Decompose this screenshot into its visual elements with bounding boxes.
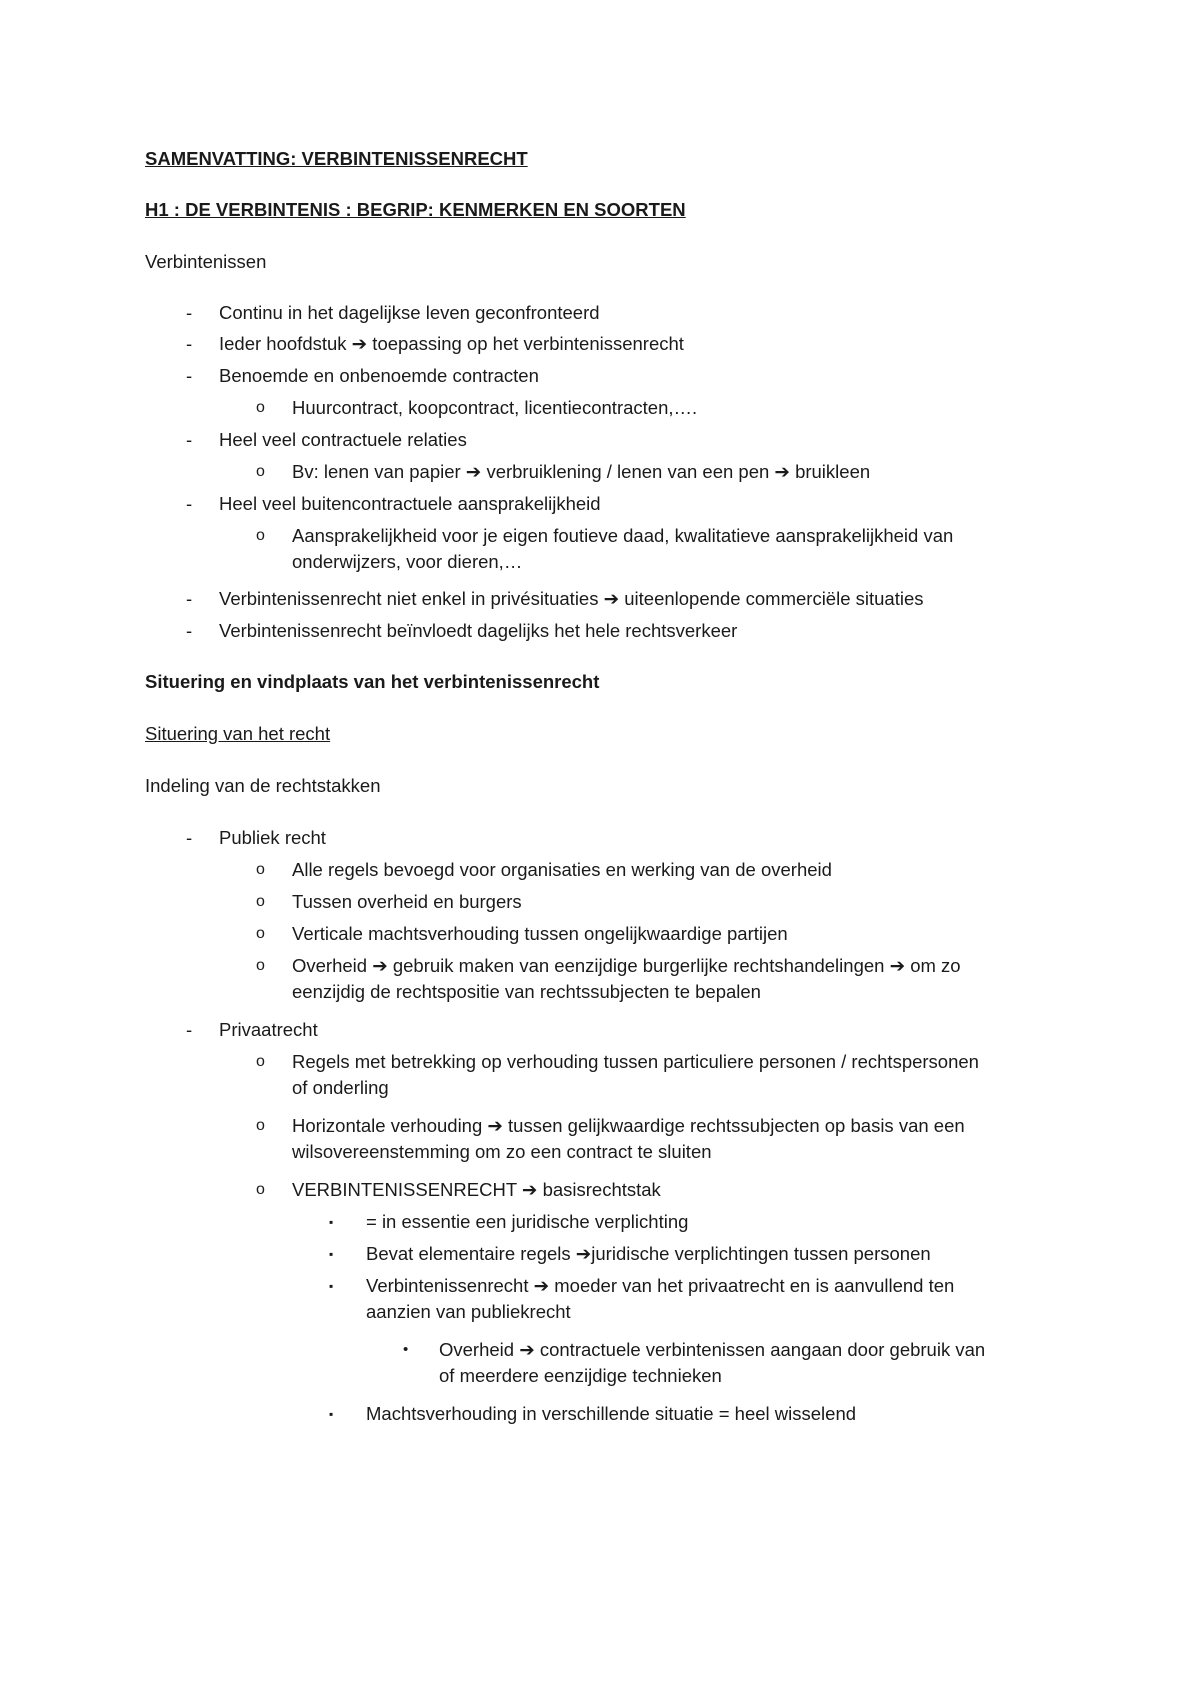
circle-marker: o [256, 861, 265, 878]
bullet-marker: • [403, 1341, 409, 1358]
dash-marker: - [186, 333, 193, 354]
dash-marker: - [186, 1019, 193, 1040]
list-item: ▪ Bevat elementaire regels ➔juridische verplichtingen tussen personen [366, 1241, 931, 1267]
circle-marker: o [256, 527, 265, 544]
section-label-verbintenissen: Verbintenissen [145, 251, 267, 272]
circle-marker: o [256, 1117, 265, 1134]
subsection-heading: Situering van het recht [145, 723, 331, 744]
chapter-heading: H1 : DE VERBINTENIS : BEGRIP: KENMERKEN EN SOORTEN [145, 199, 686, 220]
list-item: - Continu in het dagelijkse leven geconfronteerd [219, 300, 600, 326]
list-item: - Publiek recht [219, 825, 326, 851]
circle-marker: o [256, 893, 265, 910]
list-item: - Verbintenissenrecht beïnvloedt dagelijks het hele rechtsverkeer [219, 618, 737, 644]
list-item: - Benoemde en onbenoemde contracten [219, 363, 539, 389]
list-item: o Aansprakelijkheid voor je eigen foutieve daad, kwalitatieve aansprakelijkheid van onderwijzers, voor dieren,… [256, 525, 954, 572]
list-item: ▪ Machtsverhouding in verschillende situatie = heel wisselend [366, 1401, 856, 1427]
dash-marker: - [186, 493, 193, 514]
square-marker: ▪ [329, 1407, 334, 1421]
circle-marker: o [256, 399, 265, 416]
circle-marker: o [256, 925, 265, 942]
circle-marker: o [256, 1053, 265, 1070]
list-item: o Bv: lenen van papier ➔ verbruiklening / lenen van een pen ➔ bruikleen [292, 459, 870, 485]
list-item: o Regels met betrekking op verhouding tussen particuliere personen / rechtspersonen of onderling [256, 1051, 979, 1098]
section-label-indeling: Indeling van de rechtstakken [145, 775, 381, 796]
list-item: o Tussen overheid en burgers [292, 889, 522, 915]
list-item: - Heel veel buitencontractuele aansprakelijkheid [219, 491, 601, 517]
list-item: o Huurcontract, koopcontract, licentiecontracten,…. [292, 395, 697, 421]
circle-marker: o [256, 957, 265, 974]
document-title: SAMENVATTING: VERBINTENISSENRECHT [145, 148, 528, 169]
list-item: o VERBINTENISSENRECHT ➔ basisrechtstak [292, 1177, 661, 1203]
list-item: - Heel veel contractuele relaties [219, 427, 467, 453]
list-item: o Overheid ➔ gebruik maken van eenzijdige burgerlijke rechtshandelingen ➔ om zo eenzijdig de rechtspositie van rechtssubjecten te bepalen [256, 955, 961, 1002]
list-item: o Alle regels bevoegd voor organisaties en werking van de overheid [292, 857, 832, 883]
list-item: • Overheid ➔ contractuele verbintenissen aangaan door gebruik van of meerdere eenzijdige technieken [403, 1339, 986, 1386]
square-marker: ▪ [329, 1279, 334, 1293]
list-item: ▪ = in essentie een juridische verplichting [366, 1209, 688, 1235]
section-heading: Situering en vindplaats van het verbintenissenrecht [145, 671, 600, 692]
list-item: - Ieder hoofdstuk ➔ toepassing op het verbintenissenrecht [219, 331, 684, 357]
dash-marker: - [186, 302, 193, 323]
dash-marker: - [186, 827, 193, 848]
dash-marker: - [186, 365, 193, 386]
list-item: ▪ Verbintenissenrecht ➔ moeder van het privaatrecht en is aanvullend ten aanzien van publiekrecht [329, 1275, 955, 1322]
square-marker: ▪ [329, 1247, 334, 1261]
circle-marker: o [256, 463, 265, 480]
square-marker: ▪ [329, 1215, 334, 1229]
list-item: - Privaatrecht [219, 1017, 318, 1043]
dash-marker: - [186, 429, 193, 450]
list-item: - Verbintenissenrecht niet enkel in privésituaties ➔ uiteenlopende commerciële situaties [219, 586, 924, 612]
list-item: o Horizontale verhouding ➔ tussen gelijkwaardige rechtssubjecten op basis van een wilsovereenstemming om zo een contract te sluiten [256, 1115, 965, 1162]
circle-marker: o [256, 1181, 265, 1198]
dash-marker: - [186, 588, 193, 609]
list-item: o Verticale machtsverhouding tussen ongelijkwaardige partijen [292, 921, 788, 947]
dash-marker: - [186, 620, 193, 641]
